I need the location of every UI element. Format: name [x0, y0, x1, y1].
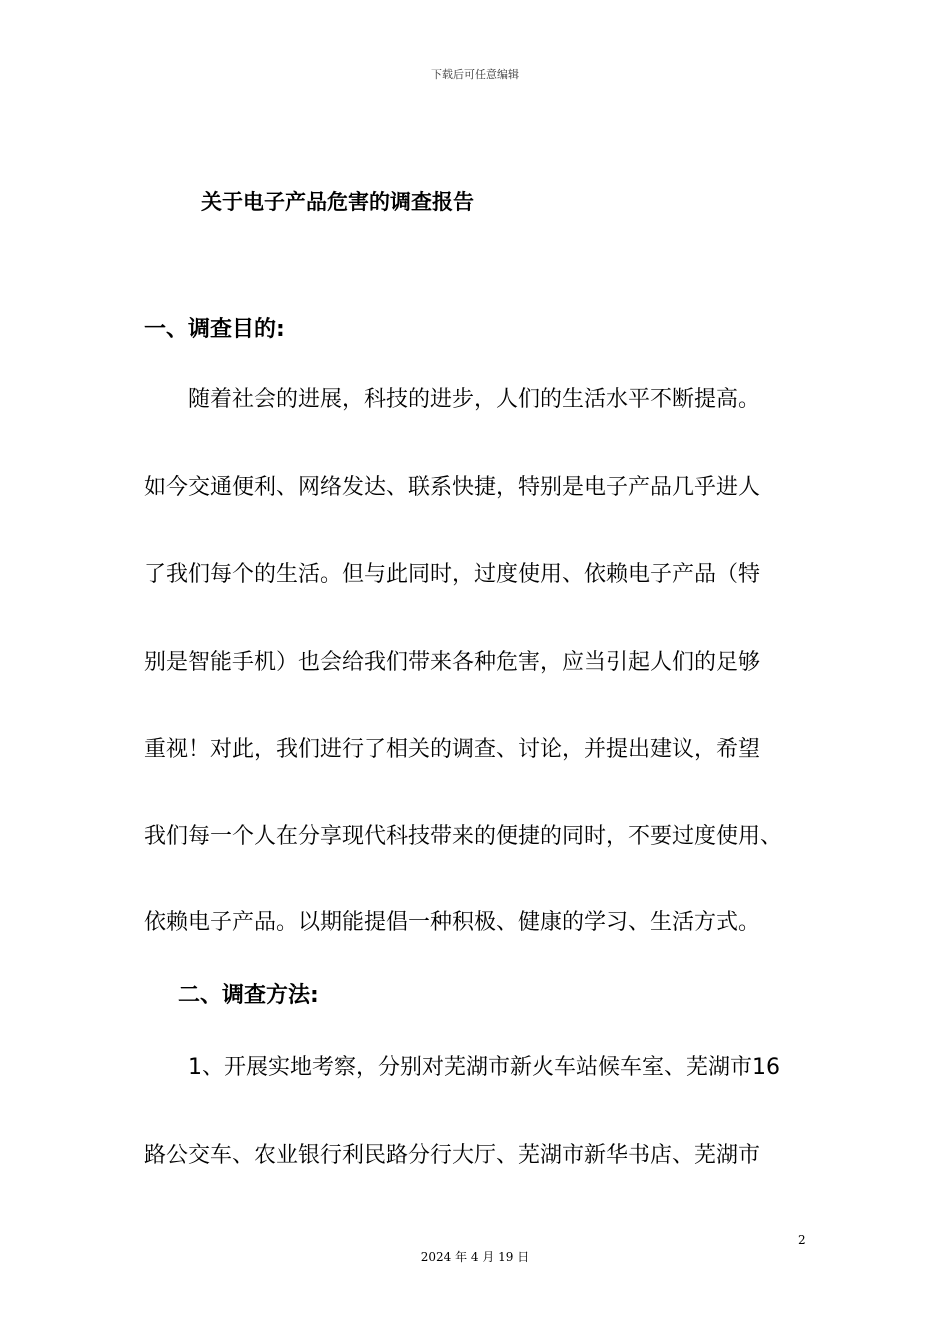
- section-2-line-1: 1、开展实地考察，分别对芜湖市新火车站候车室、芜湖市16: [188, 1055, 780, 1080]
- section-1-line-7: 依赖电子产品。以期能提倡一种积极、健康的学习、生活方式。: [144, 910, 761, 935]
- section-1-line-4: 别是智能手机）也会给我们带来各种危害，应当引起人们的足够: [144, 650, 761, 675]
- section-2-line-2: 路公交车、农业银行利民路分行大厅、芜湖市新华书店、芜湖市: [144, 1143, 761, 1168]
- page-number: 2: [798, 1233, 806, 1247]
- section-1-line-6: 我们每一个人在分享现代科技带来的便捷的同时，不要过度使用、: [144, 824, 783, 849]
- section-1-line-5: 重视！对此，我们进行了相关的调查、讨论，并提出建议，希望: [144, 737, 761, 762]
- section-1-line-1: 随着社会的进展，科技的进步，人们的生活水平不断提高。: [188, 387, 761, 412]
- section-1-line-3: 了我们每个的生活。但与此同时，过度使用、依赖电子产品（特: [144, 562, 761, 587]
- section-2-heading: 二、调查方法:: [178, 983, 319, 1008]
- footer-date: 2024 年 4 月 19 日: [420, 1250, 530, 1264]
- header-note: 下载后可任意编辑: [431, 68, 519, 81]
- section-1-heading: 一、调查目的:: [144, 317, 285, 342]
- section-1-line-2: 如今交通便利、网络发达、联系快捷，特别是电子产品几乎进人: [144, 475, 761, 500]
- document-title: 关于电子产品危害的调查报告: [201, 190, 474, 214]
